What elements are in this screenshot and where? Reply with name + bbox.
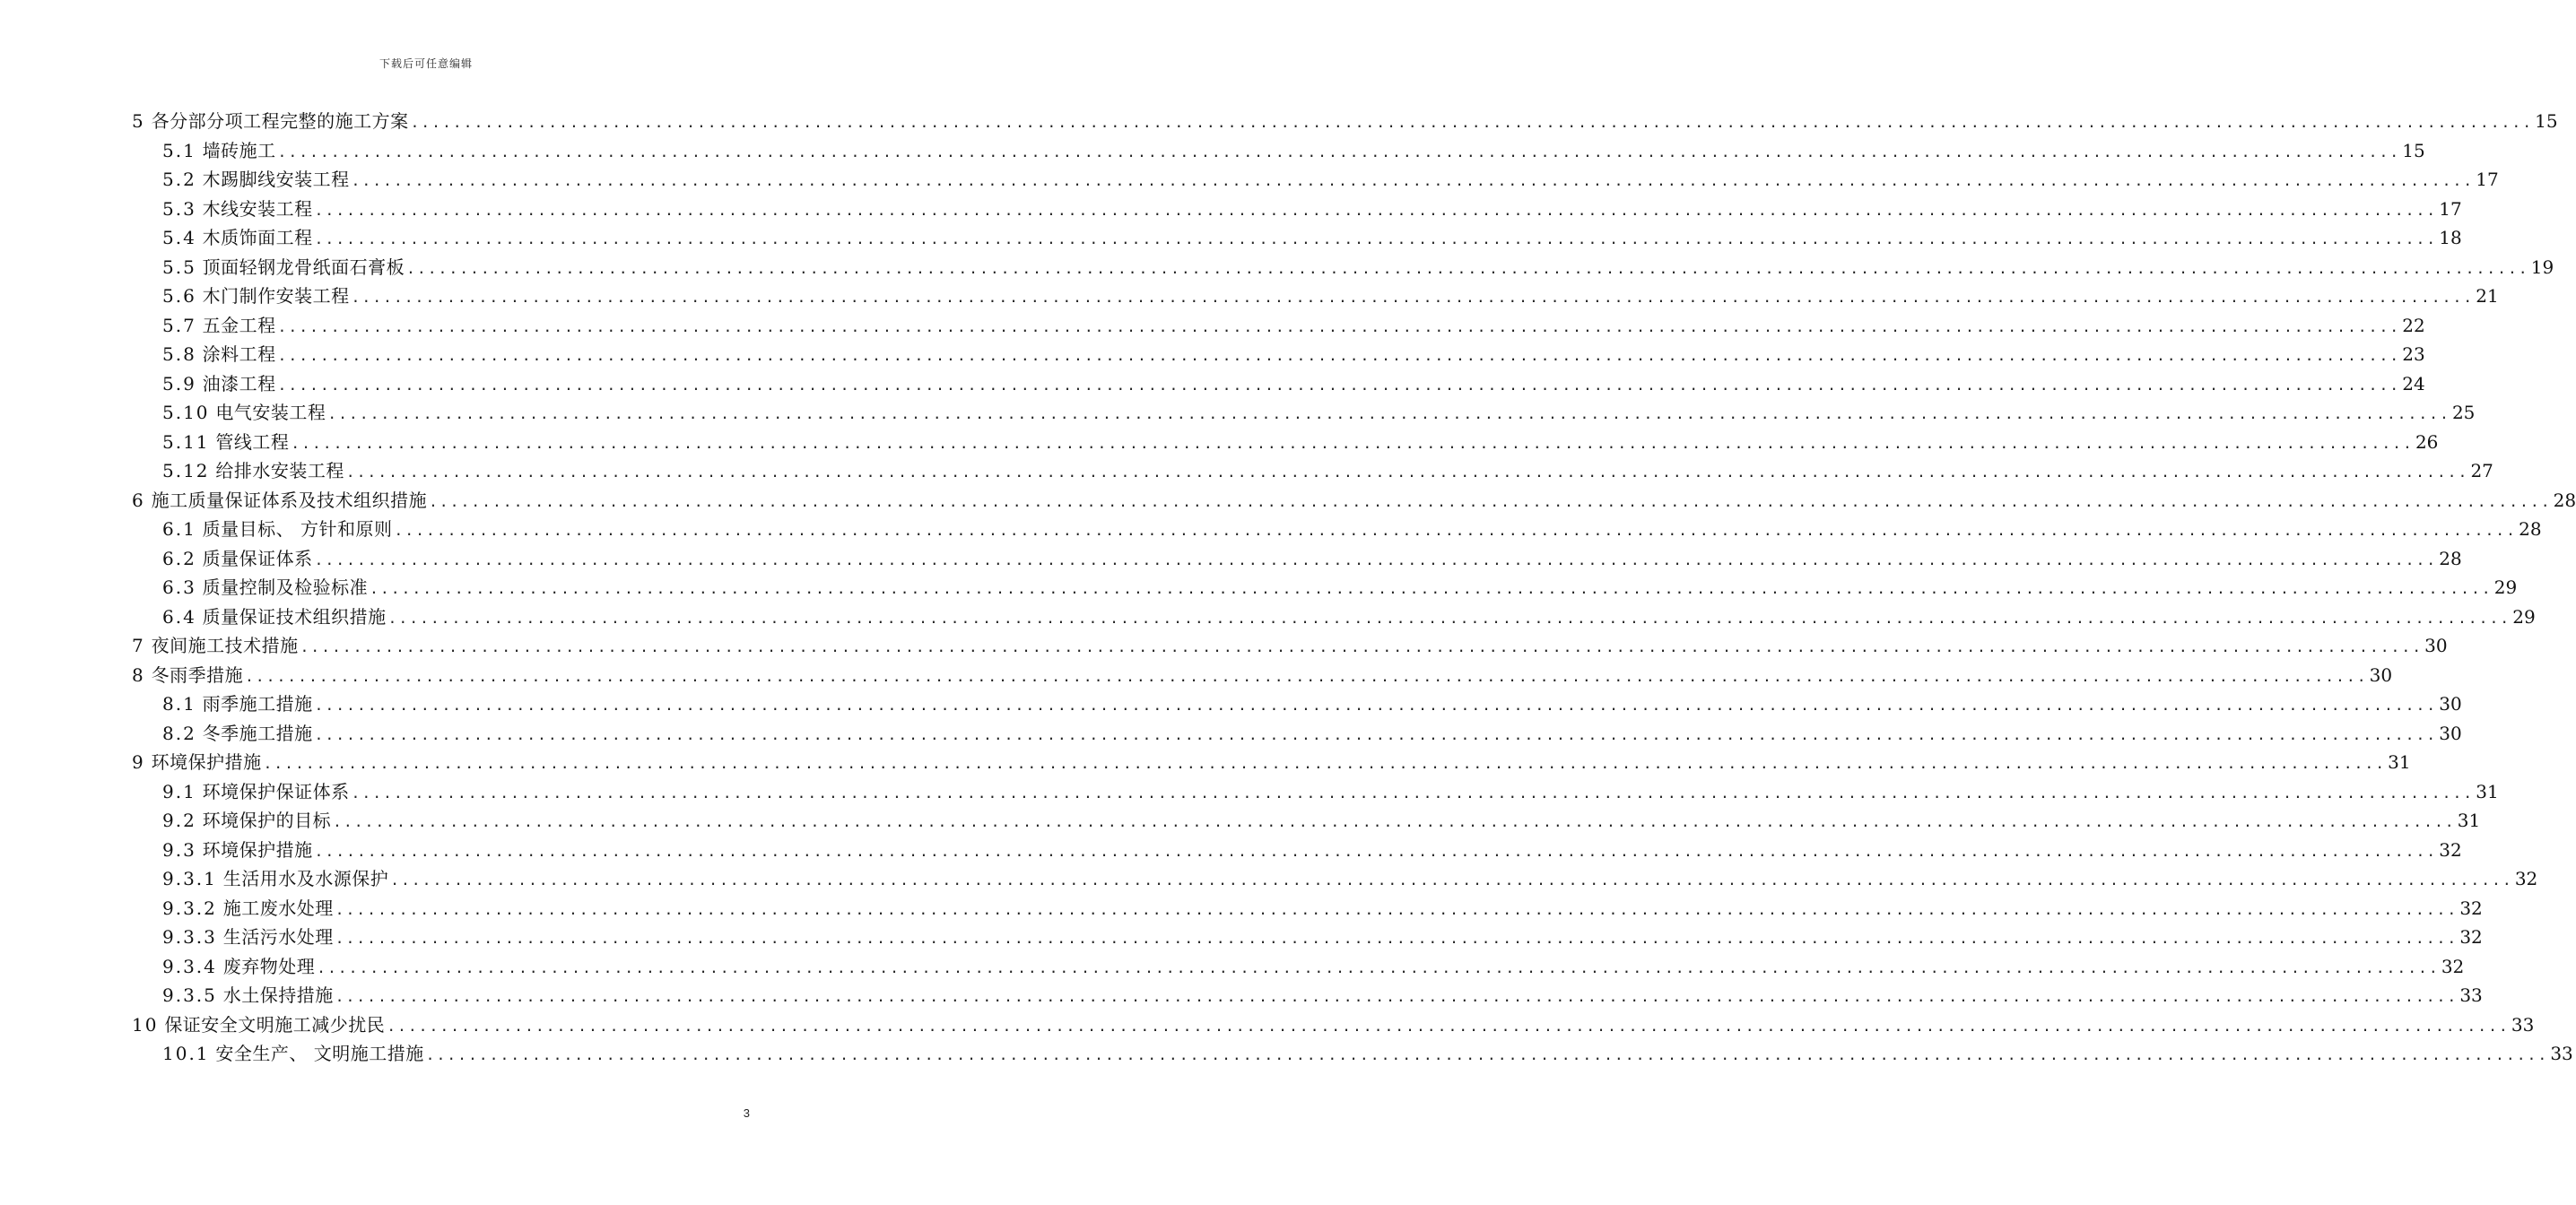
toc-entry-number: 5.8: [162, 343, 196, 365]
toc-dot-leader: ........................................................................................................................................................................................................: [277, 347, 2401, 364]
toc-entry-page: 33: [2511, 1013, 2535, 1036]
toc-dot-leader: ........................................................................................................................................................................................................: [387, 1017, 2510, 1035]
toc-entry-title: [132, 486, 427, 516]
toc-entry[interactable]: [0, 777, 2499, 807]
toc-entry[interactable]: [0, 311, 2425, 341]
toc-dot-leader: ........................................................................................................................................................................................................: [327, 405, 2450, 422]
toc-entry-title: [162, 777, 350, 807]
toc-entry-page: 32: [2439, 838, 2462, 861]
toc-entry-page: 28: [2553, 489, 2576, 511]
toc-entry-text: 环境保护的目标: [202, 810, 332, 831]
toc-entry-title: [162, 544, 313, 574]
toc-entry[interactable]: [0, 1039, 2573, 1069]
toc-entry-title: [162, 573, 368, 602]
toc-entry-number: 5.7: [162, 314, 196, 336]
toc-entry-text: 木质饰面工程: [202, 227, 313, 248]
toc-entry-page: 32: [2441, 955, 2465, 977]
toc-dot-leader: ........................................................................................................................................................................................................: [345, 464, 2469, 481]
toc-dot-leader: ........................................................................................................................................................................................................: [351, 784, 2475, 802]
toc-entry-number: 5.1: [162, 139, 196, 161]
toc-entry-number: 7: [132, 635, 145, 656]
toc-entry[interactable]: [0, 952, 2465, 982]
toc-entry-title: [162, 923, 334, 952]
toc-entry-text: 电气安装工程: [215, 402, 326, 423]
toc-entry-number: 10: [132, 1013, 159, 1036]
toc-dot-leader: ........................................................................................................................................................................................................: [333, 813, 2456, 830]
toc-entry-number: 10.1: [162, 1043, 210, 1064]
toc-entry-text: 质量保证体系: [202, 547, 313, 569]
toc-entry-number: 5.11: [162, 430, 210, 453]
toc-entry-page: 28: [2519, 518, 2542, 540]
toc-dot-leader: ........................................................................................................................................................................................................: [351, 172, 2475, 189]
toc-entry-page: 28: [2439, 547, 2462, 569]
toc-entry-page: 21: [2476, 285, 2499, 307]
toc-entry-page: 32: [2459, 897, 2483, 919]
toc-entry[interactable]: [0, 748, 2411, 777]
toc-entry-text: 环境保护措施: [151, 751, 262, 773]
toc-entry-text: 保证安全文明施工减少扰民: [164, 1013, 386, 1036]
toc-entry-text: 废弃物处理: [222, 955, 316, 977]
toc-entry-text: 冬雨季措施: [151, 663, 244, 686]
toc-entry-number: 9.3.4: [162, 955, 217, 977]
toc-dot-leader: ........................................................................................................................................................................................................: [277, 376, 2401, 394]
toc-entry[interactable]: [0, 282, 2499, 311]
toc-dot-leader: ........................................................................................................................................................................................................: [335, 900, 2459, 918]
toc-entry-text: 生活污水处理: [222, 926, 334, 948]
toc-entry-page: 30: [2439, 693, 2462, 715]
toc-dot-leader: ........................................................................................................................................................................................................: [406, 259, 2529, 277]
toc-entry-text: 给排水安装工程: [215, 460, 344, 481]
toc-entry[interactable]: [0, 428, 2439, 457]
toc-entry-page: 18: [2439, 227, 2462, 248]
toc-entry-text: 质量保证技术组织措施: [202, 605, 387, 628]
toc-entry[interactable]: [0, 689, 2462, 719]
toc-entry-title: [162, 456, 344, 486]
toc-entry-title: [162, 689, 313, 719]
toc-entry-title: [162, 136, 276, 166]
toc-entry-title: [162, 282, 350, 311]
toc-entry-number: 9.3: [162, 838, 196, 861]
toc-entry-title: [162, 719, 313, 749]
toc-entry-text: 涂料工程: [202, 343, 276, 365]
toc-entry[interactable]: [0, 515, 2542, 544]
toc-entry[interactable]: [0, 1010, 2535, 1040]
toc-entry[interactable]: [0, 107, 2558, 136]
toc-entry-page: 25: [2451, 402, 2476, 423]
toc-entry-number: 9.3.2: [162, 897, 217, 919]
toc-dot-leader: ........................................................................................................................................................................................................: [351, 289, 2475, 306]
table-of-contents: [0, 107, 2576, 1069]
toc-entry-title: [162, 223, 313, 253]
toc-entry-number: 5.2: [162, 169, 196, 190]
toc-entry-text: 墙砖施工: [202, 139, 276, 161]
toc-entry-title: [132, 107, 409, 136]
toc-dot-leader: ........................................................................................................................................................................................................: [314, 725, 2438, 743]
toc-entry-page: 32: [2514, 868, 2538, 889]
toc-entry-page: 17: [2476, 169, 2499, 190]
toc-entry[interactable]: [0, 486, 2576, 516]
toc-entry-text: 五金工程: [202, 314, 276, 336]
toc-entry-number: 5.10: [162, 402, 210, 423]
toc-entry-text: 油漆工程: [202, 372, 276, 394]
toc-entry[interactable]: [0, 894, 2483, 923]
toc-entry-number: 6.4: [162, 605, 196, 628]
toc-entry[interactable]: [0, 981, 2483, 1010]
toc-entry-page: 30: [2424, 635, 2448, 656]
toc-dot-leader: ........................................................................................................................................................................................................: [370, 580, 2493, 597]
toc-entry-title: [132, 748, 262, 777]
toc-entry-text: 夜间施工技术措施: [151, 635, 299, 656]
toc-dot-leader: ........................................................................................................................................................................................................: [314, 697, 2438, 714]
toc-entry-page: 19: [2530, 256, 2554, 278]
toc-entry-page: 33: [2459, 984, 2483, 1006]
page-header: 下载后可任意编辑: [379, 57, 473, 70]
toc-entry-text: 木踢脚线安装工程: [202, 169, 350, 190]
toc-entry-page: 15: [2402, 139, 2425, 161]
toc-entry-page: 31: [2388, 751, 2411, 773]
toc-entry-text: 冬季施工措施: [202, 722, 313, 744]
toc-entry-number: 8: [132, 663, 145, 686]
toc-entry-title: [132, 631, 299, 661]
toc-entry-page: 31: [2476, 780, 2499, 802]
toc-entry-number: 6.1: [162, 518, 196, 540]
toc-entry-text: 生活用水及水源保护: [222, 868, 389, 889]
toc-dot-leader: ........................................................................................................................................................................................................: [335, 988, 2459, 1005]
toc-entry-title: [162, 369, 276, 399]
toc-entry[interactable]: [0, 923, 2483, 952]
toc-dot-leader: ........................................................................................................................................................................................................: [390, 871, 2513, 889]
toc-dot-leader: ........................................................................................................................................................................................................: [317, 958, 2440, 976]
toc-entry[interactable]: [0, 195, 2462, 224]
toc-entry-title: [162, 952, 315, 982]
toc-entry-title: [162, 311, 276, 341]
toc-entry-number: 5.3: [162, 197, 196, 220]
toc-entry[interactable]: [0, 165, 2499, 195]
toc-entry-text: 环境保护措施: [202, 838, 313, 861]
toc-entry-text: 质量目标、 方针和原则: [202, 518, 393, 540]
toc-entry-number: 6.2: [162, 547, 196, 569]
toc-entry-page: 23: [2402, 343, 2425, 365]
toc-entry-text: 管线工程: [215, 430, 290, 453]
toc-entry-title: [162, 165, 350, 195]
toc-dot-leader: ........................................................................................................................................................................................................: [277, 317, 2401, 335]
toc-entry[interactable]: [0, 631, 2448, 661]
toc-dot-leader: ........................................................................................................................................................................................................: [314, 230, 2438, 247]
toc-entry-page: 29: [2493, 576, 2518, 598]
toc-entry-text: 水土保持措施: [222, 984, 334, 1006]
toc-entry-number: 5.12: [162, 460, 210, 481]
toc-dot-leader: ........................................................................................................................................................................................................: [314, 550, 2438, 568]
toc-entry-text: 顶面轻钢龙骨纸面石膏板: [202, 256, 405, 278]
toc-entry-page: 31: [2457, 810, 2481, 831]
toc-entry-page: 29: [2512, 605, 2536, 628]
toc-entry-text: 施工废水处理: [222, 897, 334, 919]
toc-entry-page: 27: [2470, 460, 2493, 481]
toc-entry[interactable]: [0, 836, 2462, 865]
toc-entry-page: 30: [2439, 722, 2462, 744]
toc-entry[interactable]: [0, 573, 2518, 602]
toc-entry-page: 22: [2402, 314, 2425, 336]
toc-dot-leader: ........................................................................................................................................................................................................: [314, 201, 2438, 219]
toc-entry-number: 9.3.5: [162, 984, 217, 1006]
toc-entry-text: 环境保护保证体系: [202, 780, 350, 802]
toc-entry-text: 施工质量保证体系及技术组织措施: [151, 489, 428, 511]
toc-dot-leader: ........................................................................................................................................................................................................: [425, 1046, 2549, 1063]
toc-entry-number: 5.4: [162, 227, 196, 248]
page-number: 3: [743, 1106, 750, 1120]
toc-entry-number: 9.3.3: [162, 926, 217, 948]
toc-entry-text: 安全生产、 文明施工措施: [215, 1043, 424, 1064]
toc-entry-title: [162, 981, 334, 1010]
toc-entry-title: [162, 515, 393, 544]
toc-entry-number: 9.1: [162, 780, 196, 802]
toc-entry-number: 8.2: [162, 722, 196, 744]
toc-entry[interactable]: [0, 456, 2493, 486]
toc-dot-leader: ........................................................................................................................................................................................................: [394, 522, 2518, 539]
toc-entry-number: 5: [132, 110, 145, 132]
toc-entry[interactable]: [0, 398, 2476, 428]
toc-dot-leader: ........................................................................................................................................................................................................: [410, 114, 2534, 131]
toc-entry-number: 9: [132, 751, 145, 773]
toc-dot-leader: ........................................................................................................................................................................................................: [387, 609, 2511, 627]
toc-entry-text: 木线安装工程: [202, 197, 313, 220]
toc-entry-title: [162, 602, 387, 632]
toc-entry-number: 8.1: [162, 693, 196, 715]
toc-entry-text: 质量控制及检验标准: [202, 576, 369, 598]
toc-entry[interactable]: [0, 223, 2462, 253]
toc-entry[interactable]: [0, 340, 2425, 369]
toc-entry-page: 17: [2439, 197, 2462, 220]
toc-entry-number: 9.2: [162, 810, 196, 831]
toc-dot-leader: ........................................................................................................................................................................................................: [277, 143, 2401, 160]
toc-dot-leader: ........................................................................................................................................................................................................: [300, 638, 2424, 655]
toc-entry-title: [162, 428, 289, 457]
toc-entry[interactable]: [0, 136, 2425, 166]
toc-dot-leader: ........................................................................................................................................................................................................: [429, 492, 2552, 510]
toc-dot-leader: ........................................................................................................................................................................................................: [263, 755, 2387, 772]
toc-entry-title: [162, 253, 405, 282]
toc-entry-page: 32: [2459, 926, 2483, 948]
toc-entry-text: 雨季施工措施: [202, 693, 313, 715]
toc-entry-title: [162, 894, 334, 923]
toc-entry-title: [132, 661, 243, 690]
toc-entry-title: [132, 1010, 385, 1040]
toc-entry-page: 15: [2535, 110, 2558, 132]
toc-entry-title: [162, 398, 326, 428]
toc-entry-title: [162, 836, 313, 865]
toc-entry-title: [162, 195, 313, 224]
toc-entry-text: 木门制作安装工程: [202, 285, 350, 307]
toc-entry-number: 5.9: [162, 372, 196, 394]
toc-entry-number: 5.6: [162, 285, 196, 307]
toc-dot-leader: ........................................................................................................................................................................................................: [314, 842, 2438, 860]
toc-entry-page: 33: [2550, 1043, 2573, 1064]
toc-entry-number: 6.3: [162, 576, 196, 598]
toc-entry-title: [162, 864, 388, 894]
toc-entry[interactable]: [0, 253, 2554, 282]
toc-entry[interactable]: [0, 864, 2538, 894]
toc-entry[interactable]: [0, 602, 2536, 632]
toc-entry[interactable]: [0, 719, 2462, 749]
toc-entry[interactable]: [0, 806, 2481, 836]
toc-entry-title: [162, 340, 276, 369]
toc-dot-leader: ........................................................................................................................................................................................................: [335, 930, 2459, 947]
toc-dot-leader: ........................................................................................................................................................................................................: [245, 667, 2368, 685]
toc-entry-page: 24: [2402, 372, 2425, 394]
toc-entry[interactable]: [0, 369, 2425, 399]
toc-entry-page: 30: [2369, 663, 2393, 686]
toc-entry-page: 26: [2415, 430, 2439, 453]
toc-entry-number: 9.3.1: [162, 868, 217, 889]
toc-entry[interactable]: [0, 661, 2393, 690]
toc-entry-title: [162, 806, 331, 836]
toc-entry[interactable]: [0, 544, 2462, 574]
toc-entry-number: 5.5: [162, 256, 196, 278]
toc-entry-number: 6: [132, 489, 145, 511]
toc-entry-title: [162, 1039, 424, 1069]
toc-dot-leader: ........................................................................................................................................................................................................: [291, 434, 2414, 452]
toc-entry-text: 各分部分项工程完整的施工方案: [151, 110, 409, 132]
